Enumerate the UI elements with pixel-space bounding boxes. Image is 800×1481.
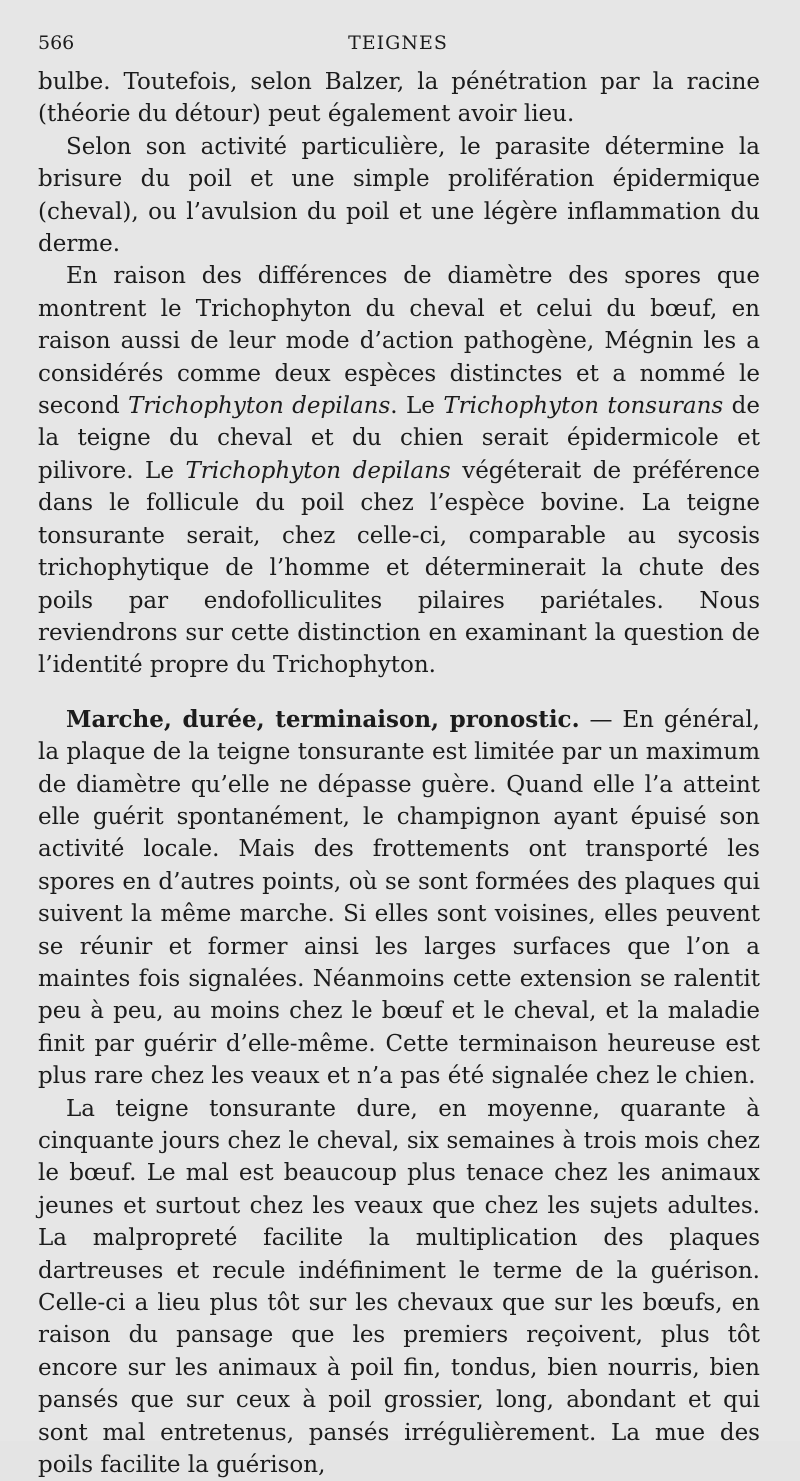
paragraph-section-progress xyxy=(38,704,760,1093)
species-name-italic: Trichophyton depilans xyxy=(128,393,391,420)
species-name-italic: Trichophyton depilans xyxy=(185,457,451,484)
page-number: 566 xyxy=(38,32,75,54)
page-header xyxy=(38,32,758,62)
species-name-italic: Trichophyton tonsurans xyxy=(443,393,724,420)
running-title: TEIGNES xyxy=(348,32,448,54)
paragraph-text: La teigne tonsurante dure, en moyenne, quarante à cinquante jours chez le cheval, six semaines à trois mois chez le bœuf. Le mal est beaucoup plus tenace chez les animaux jeunes et surtout chez les veaux que chez les sujets adultes. La malpropreté facilite la multiplication des plaques dartreuses et recule indéfiniment le terme de la guérison. Celle-ci a lieu plus tôt sur les chevaux que sur les bœufs, en raison du pansage que les premiers reçoivent, plus tôt encore sur les animaux à poil fin, tondus, bien nourris, bien pansés que sur ceux à poil grossier, long, abondant et qui sont mal entretenus, pansés irrégulièrement. La mue des poils facilite la guérison, xyxy=(38,1095,760,1479)
paragraph-species xyxy=(38,260,760,681)
paragraph-duration xyxy=(38,1093,760,1481)
paragraph-text: — En général, la plaque de la teigne tonsurante est limitée par un maximum de diamètre qu’elle ne dépasse guère. Quand elle l’a atteint elle guérit spontanément, le champignon ayant épuisé son activité locale. Mais des frottements ont transporté les spores en d’autres points, où se sont formées des plaques qui suivent la même marche. Si elles sont voisines, elles peuvent se réunir et former ainsi les larges surfaces que l’on a maintes fois signalées. Néanmoins cette extension se ralentit peu à peu, au moins chez le bœuf et le cheval, et la maladie finit par guérir d’elle-même. Cette terminaison heureuse est plus rare chez les veaux et n’a pas été signalée chez le chien. xyxy=(38,706,760,1090)
paragraph-continuation xyxy=(38,66,760,131)
paragraph-text: bulbe. Toutefois, selon Balzer, la pénétration par la racine (théorie du détour) peut également avoir lieu. xyxy=(38,69,760,128)
paragraph-activity xyxy=(38,131,760,261)
section-heading: Marche, durée, terminaison, pronostic. xyxy=(66,705,580,733)
paragraph-text: En raison des différences de diamètre des spores que montrent le Trichophyton du cheval et celui du bœuf, en raison aussi de leur mode d’action pathogène, Mégnin les a considérés comme deux espèces distinctes et a nommé le second xyxy=(38,263,760,420)
body-text xyxy=(38,66,760,1481)
paragraph-text: . Le xyxy=(390,393,444,420)
paragraph-text: végéterait de préférence dans le follicule du poil chez l’espèce bovine. La teigne tonsurante serait, chez celle-ci, comparable au sycosis trichophytique de l’homme et déterminerait la chute des poils par endofolliculites pilaires pariétales. Nous reviendrons sur cette distinction en examinant la question de l’identité propre du Trichophyton. xyxy=(38,457,760,679)
paragraph-text: de la teigne du cheval et du chien serait épidermicole et pilivore. Le xyxy=(38,393,760,484)
paragraph-text: Selon son activité particulière, le parasite détermine la brisure du poil et une simple prolifération épidermique (cheval), ou l’avulsion du poil et une légère inflammation du derme. xyxy=(38,133,760,258)
